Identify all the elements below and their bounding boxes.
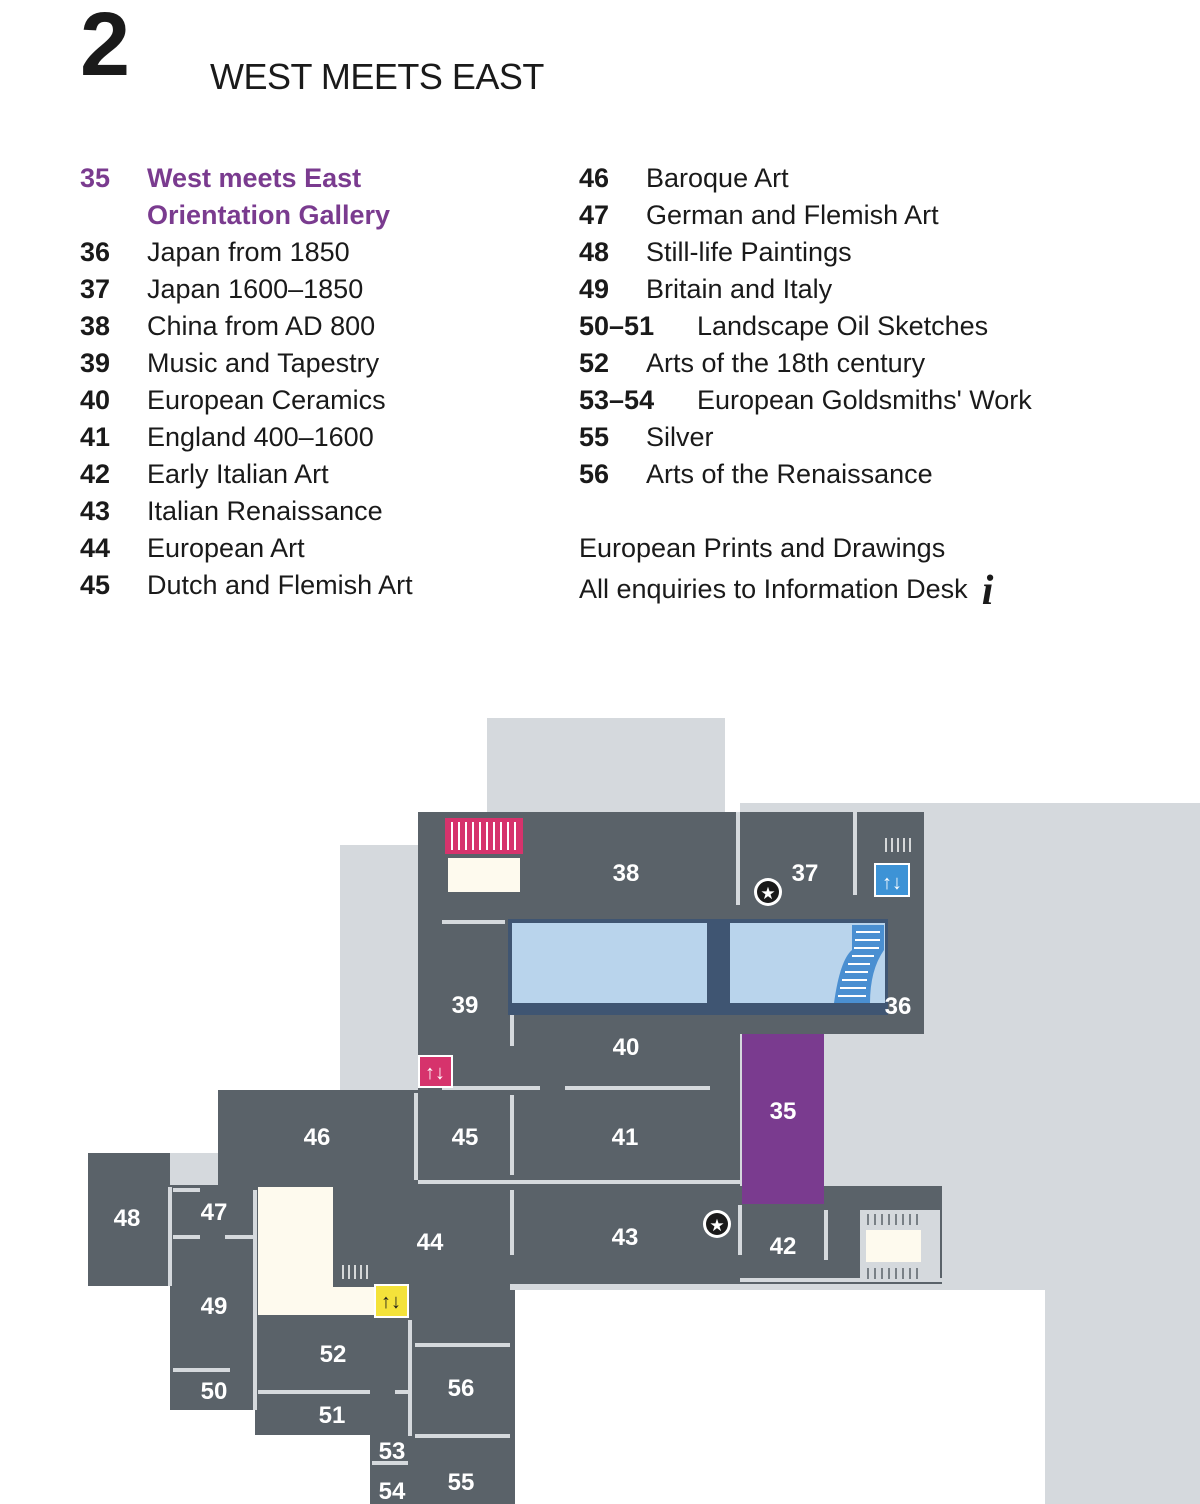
room-label-44[interactable]: 44 — [416, 1229, 444, 1256]
room-label-52[interactable]: 52 — [319, 1341, 347, 1368]
room-label-36[interactable]: 36 — [884, 993, 912, 1020]
legend-item-52[interactable]: 52 Arts of the 18th century — [579, 348, 926, 378]
legend-item-47[interactable]: 47 German and Flemish Art — [579, 200, 939, 230]
light-well — [508, 919, 888, 1015]
room-label-45[interactable]: 45 — [451, 1124, 479, 1151]
room-label-37[interactable]: 37 — [791, 860, 819, 887]
room-label-49[interactable]: 49 — [200, 1293, 228, 1320]
legend-item-49[interactable]: 49 Britain and Italy — [579, 274, 833, 304]
room-label-38[interactable]: 38 — [612, 860, 640, 887]
svg-text:★: ★ — [760, 884, 776, 903]
legend-item-40[interactable]: 40 European Ceramics — [80, 385, 386, 415]
room-label-50[interactable]: 50 — [200, 1378, 228, 1405]
lift-icon[interactable] — [875, 864, 909, 896]
room-label-47[interactable]: 47 — [200, 1199, 228, 1226]
lift-icon[interactable] — [375, 1285, 408, 1317]
room-label-53[interactable]: 53 — [378, 1438, 406, 1465]
legend-item-55[interactable]: 55 Silver — [579, 422, 714, 452]
legend-item-48[interactable]: 48 Still-life Paintings — [579, 237, 852, 267]
courtyard — [258, 1187, 333, 1315]
legend-item-44[interactable]: 44 European Art — [80, 533, 305, 563]
room-label-35[interactable]: 35 — [769, 1098, 797, 1125]
enquiries-text: All enquiries to Information Desk — [579, 574, 968, 604]
courtyard-extension — [333, 1287, 375, 1315]
room-label-56[interactable]: 56 — [447, 1375, 475, 1402]
legend-item-39[interactable]: 39 Music and Tapestry — [80, 348, 380, 378]
legend-item-50-51[interactable]: 50–51 Landscape Oil Sketches — [579, 311, 989, 341]
room-label-42[interactable]: 42 — [769, 1233, 797, 1260]
room-label-51[interactable]: 51 — [318, 1402, 346, 1429]
room-label-43[interactable]: 43 — [611, 1224, 639, 1251]
room-label-39[interactable]: 39 — [451, 992, 479, 1019]
room-label-40[interactable]: 40 — [612, 1034, 640, 1061]
svg-text:↑↓: ↑↓ — [425, 1062, 445, 1084]
legend-item-53-54[interactable]: 53–54 European Goldsmiths' Work — [579, 385, 1032, 415]
legend-item-42[interactable]: 42 Early Italian Art — [80, 459, 329, 489]
svg-text:↑↓: ↑↓ — [381, 1291, 401, 1313]
legend-item-35[interactable]: 35 West meets East — [80, 163, 362, 193]
room-label-46[interactable]: 46 — [303, 1124, 331, 1151]
info-icon[interactable]: i — [981, 568, 994, 614]
floor-number: 2 — [80, 0, 131, 95]
legend-item-38[interactable]: 38 China from AD 800 — [80, 311, 376, 341]
room-label-54[interactable]: 54 — [378, 1478, 406, 1504]
prints-note: European Prints and Drawings — [579, 533, 946, 563]
legend-item-56[interactable]: 56 Arts of the Renaissance — [579, 459, 933, 489]
lift-icon[interactable] — [419, 1056, 452, 1087]
legend-item-35-continued[interactable]: Orientation Gallery — [147, 200, 391, 230]
stairwell-right — [860, 1210, 940, 1282]
svg-text:↑↓: ↑↓ — [882, 872, 902, 894]
legend-item-43[interactable]: 43 Italian Renaissance — [80, 496, 383, 526]
floor-title: WEST MEETS EAST — [210, 56, 544, 97]
legend-item-41[interactable]: 41 England 400–1600 — [80, 422, 374, 452]
legend-item-46[interactable]: 46 Baroque Art — [579, 163, 789, 193]
star-icon[interactable] — [703, 1210, 731, 1238]
star-icon[interactable] — [754, 878, 782, 906]
room-label-48[interactable]: 48 — [113, 1205, 141, 1232]
legend-item-37[interactable]: 37 Japan 1600–1850 — [80, 274, 364, 304]
svg-text:★: ★ — [709, 1216, 725, 1235]
legend-item-36[interactable]: 36 Japan from 1850 — [80, 237, 350, 267]
room-label-41[interactable]: 41 — [611, 1124, 639, 1151]
legend-item-45[interactable]: 45 Dutch and Flemish Art — [80, 570, 413, 600]
room-label-55[interactable]: 55 — [447, 1469, 475, 1496]
